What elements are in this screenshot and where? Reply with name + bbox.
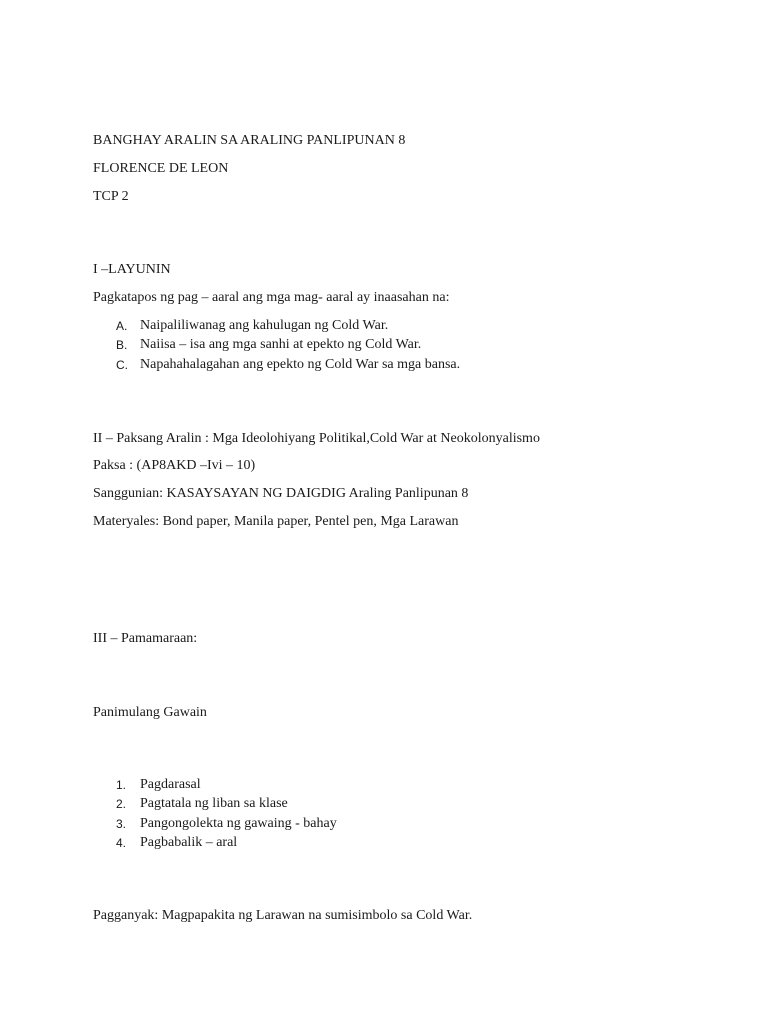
- pamamaraan-heading: III – Pamamaraan:: [93, 631, 198, 646]
- layunin-heading: I –LAYUNIN: [93, 262, 171, 277]
- pagganyak-line: Pagganyak: Magpapakita ng Larawan na sumisimbolo sa Cold War.: [93, 908, 473, 923]
- list-item-text: Pagbabalik – aral: [140, 835, 238, 850]
- list-marker: B.: [116, 338, 128, 352]
- list-marker: 4.: [116, 836, 127, 850]
- list-item-text: Pagdarasal: [140, 777, 201, 792]
- list-marker: 1.: [116, 778, 127, 792]
- list-marker: C.: [116, 358, 128, 372]
- list-item-text: Naiisa – isa ang mga sanhi at epekto ng Cold War.: [140, 337, 422, 352]
- paksang-aralin-heading: II – Paksang Aralin : Mga Ideolohiyang Politikal,Cold War at Neokolonyalismo: [93, 431, 540, 446]
- layunin-intro: Pagkatapos ng pag – aaral ang mga mag- aaral ay inaasahan na:: [93, 290, 450, 305]
- list-item-text: Pagtatala ng liban sa klase: [140, 796, 288, 811]
- list-marker: 2.: [116, 797, 127, 811]
- materyales-line: Materyales: Bond paper, Manila paper, Pentel pen, Mga Larawan: [93, 514, 459, 529]
- paksa-line: Paksa : (AP8AKD –Ivi – 10): [93, 458, 256, 473]
- list-marker: A.: [116, 319, 128, 333]
- document-title: BANGHAY ARALIN SA ARALING PANLIPUNAN 8: [93, 133, 406, 148]
- list-item-text: Naipaliliwanag ang kahulugan ng Cold War.: [140, 318, 389, 333]
- author-name: FLORENCE DE LEON: [93, 161, 229, 176]
- list-marker: 3.: [116, 817, 127, 831]
- list-item-text: Napahahalagahan ang epekto ng Cold War sa mga bansa.: [140, 357, 461, 372]
- sanggunian-line: Sanggunian: KASAYSAYAN NG DAIGDIG Araling Panlipunan 8: [93, 486, 469, 501]
- course-label: TCP 2: [93, 189, 129, 204]
- panimulang-gawain-heading: Panimulang Gawain: [93, 705, 207, 720]
- list-item-text: Pangongolekta ng gawaing - bahay: [140, 816, 337, 831]
